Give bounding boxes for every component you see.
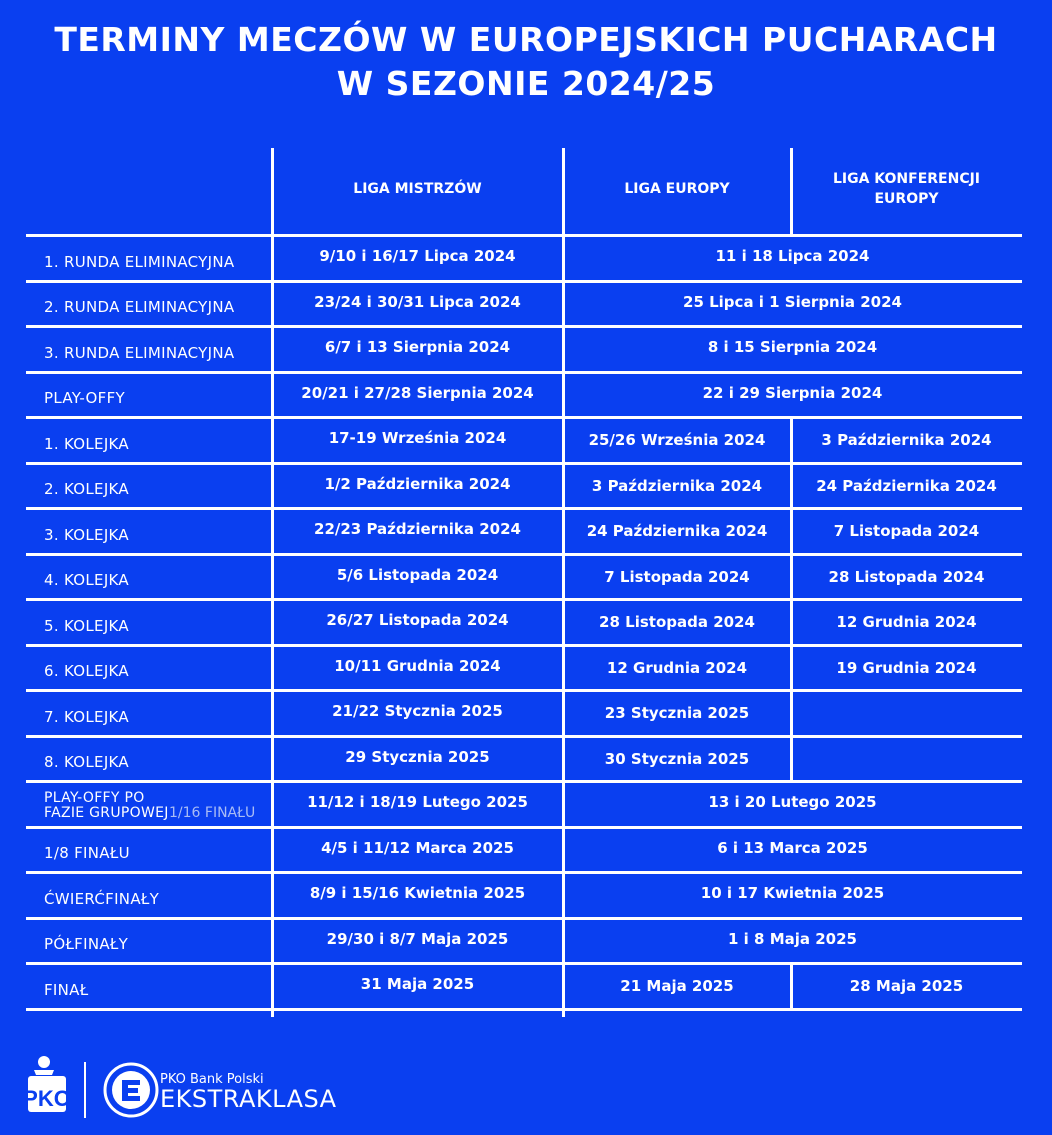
el-date-cell: 24 Października 2024 [586,522,768,541]
el-ecl-shared-date-cell: 6 i 13 Marca 2025 [717,838,868,857]
el-date-cell: 25/26 Września 2024 [588,431,766,450]
el-ecl-shared-date-cell: 8 i 15 Sierpnia 2024 [707,338,878,357]
cl-date-cell: 23/24 i 30/31 Lipca 2024 [314,292,521,311]
stage-label: 2. RUNDA ELIMINACYJNA [44,298,235,317]
el-ecl-shared-date-cell: 13 i 20 Lutego 2025 [708,793,877,812]
stage-label: PLAY-OFFY [44,389,125,408]
el-ecl-shared-date-cell: 22 i 29 Sierpnia 2024 [702,383,883,402]
cl-date-cell: 1/2 Października 2024 [324,474,511,493]
el-ecl-shared-date-cell: 25 Lipca i 1 Sierpnia 2024 [683,292,902,311]
el-date-cell: 28 Listopada 2024 [599,613,755,632]
column-header: LIGA EUROPY [624,180,730,197]
cl-date-cell: 22/23 Października 2024 [314,520,521,539]
stage-note: 1/16 FINAŁU [169,805,256,821]
column-header: LIGA KONFERENCJI EUROPY [832,170,981,207]
stage-label: 1/8 FINAŁU [44,844,130,863]
el-date-cell: 21 Maja 2025 [620,977,734,996]
el-ecl-shared-date-cell: 10 i 17 Kwietnia 2025 [700,884,885,903]
cl-date-cell: 8/9 i 15/16 Kwietnia 2025 [309,884,526,903]
stage-label: FINAŁ [44,980,89,999]
el-date-cell: 3 Października 2024 [591,476,763,495]
el-ecl-shared-date-cell: 1 i 8 Maja 2025 [728,929,857,948]
column-header: LIGA MISTRZÓW [353,180,482,197]
row-divider [26,1008,1022,1011]
stage-label: 1. RUNDA ELIMINACYJNA [44,252,235,271]
stage-label: 7. KOLEJKA [44,707,129,726]
ecl-date-cell: 12 Grudnia 2024 [836,613,977,632]
ecl-date-cell: 28 Listopada 2024 [828,567,985,586]
el-date-cell: 30 Stycznia 2025 [604,749,750,768]
brand-main-text: EKSTRAKLASA [160,1085,337,1113]
stage-label: 3. RUNDA ELIMINACYJNA [44,343,235,362]
stage-label: ĆWIERĆFINAŁY [44,889,160,908]
cl-date-cell: 6/7 i 13 Sierpnia 2024 [324,338,511,357]
stage-label: 3. KOLEJKA [44,525,129,544]
ecl-date-cell [791,738,1022,781]
stage-label: 5. KOLEJKA [44,616,129,635]
stage-label: 2. KOLEJKA [44,480,129,499]
cl-date-cell: 31 Maja 2025 [360,975,475,994]
title-line-1: TERMINY MECZÓW W EUROPEJSKICH PUCHARACH [54,20,998,59]
cl-date-cell: 29 Stycznia 2025 [345,747,490,766]
cl-date-cell: 11/12 i 18/19 Lutego 2025 [307,793,528,812]
ecl-date-cell: 28 Maja 2025 [849,977,964,996]
brand-top-text: PKO Bank Polski [160,1072,264,1087]
ecl-date-cell: 7 Listopada 2024 [833,522,980,541]
el-date-cell: 7 Listopada 2024 [604,567,750,586]
cl-date-cell: 26/27 Listopada 2024 [326,611,509,630]
el-date-cell: 12 Grudnia 2024 [606,658,748,677]
cl-date-cell: 4/5 i 11/12 Marca 2025 [321,838,514,857]
stage-label: 6. KOLEJKA [44,662,129,681]
stage-label: PLAY-OFFY PO FAZIE GRUPOWEJ [44,789,169,821]
title-line-2: W SEZONIE 2024/25 [336,64,716,103]
ecl-date-cell: 3 Października 2024 [821,431,992,450]
ecl-date-cell: 24 Października 2024 [816,476,997,495]
cl-date-cell: 20/21 i 27/28 Sierpnia 2024 [301,383,534,402]
pko-logo-text: PKO [26,1086,71,1111]
cl-date-cell: 5/6 Listopada 2024 [336,565,499,584]
cl-date-cell: 10/11 Grudnia 2024 [334,656,501,675]
ekstraklasa-ball-icon [105,1064,157,1116]
stage-label: 4. KOLEJKA [44,571,129,590]
cl-date-cell: 29/30 i 8/7 Maja 2025 [326,929,509,948]
el-date-cell: 23 Stycznia 2025 [604,704,750,723]
stage-label: 1. KOLEJKA [44,434,129,453]
ecl-date-cell [791,692,1022,735]
ecl-date-cell: 19 Grudnia 2024 [836,658,977,677]
cl-date-cell: 17-19 Września 2024 [328,429,507,448]
el-ecl-shared-date-cell: 11 i 18 Lipca 2024 [715,247,870,266]
cl-date-cell: 21/22 Stycznia 2025 [332,702,503,721]
stage-label: PÓŁFINAŁY [44,935,129,954]
column-divider [790,148,793,235]
cl-date-cell: 9/10 i 16/17 Lipca 2024 [319,247,516,266]
stage-label: 8. KOLEJKA [44,753,129,772]
